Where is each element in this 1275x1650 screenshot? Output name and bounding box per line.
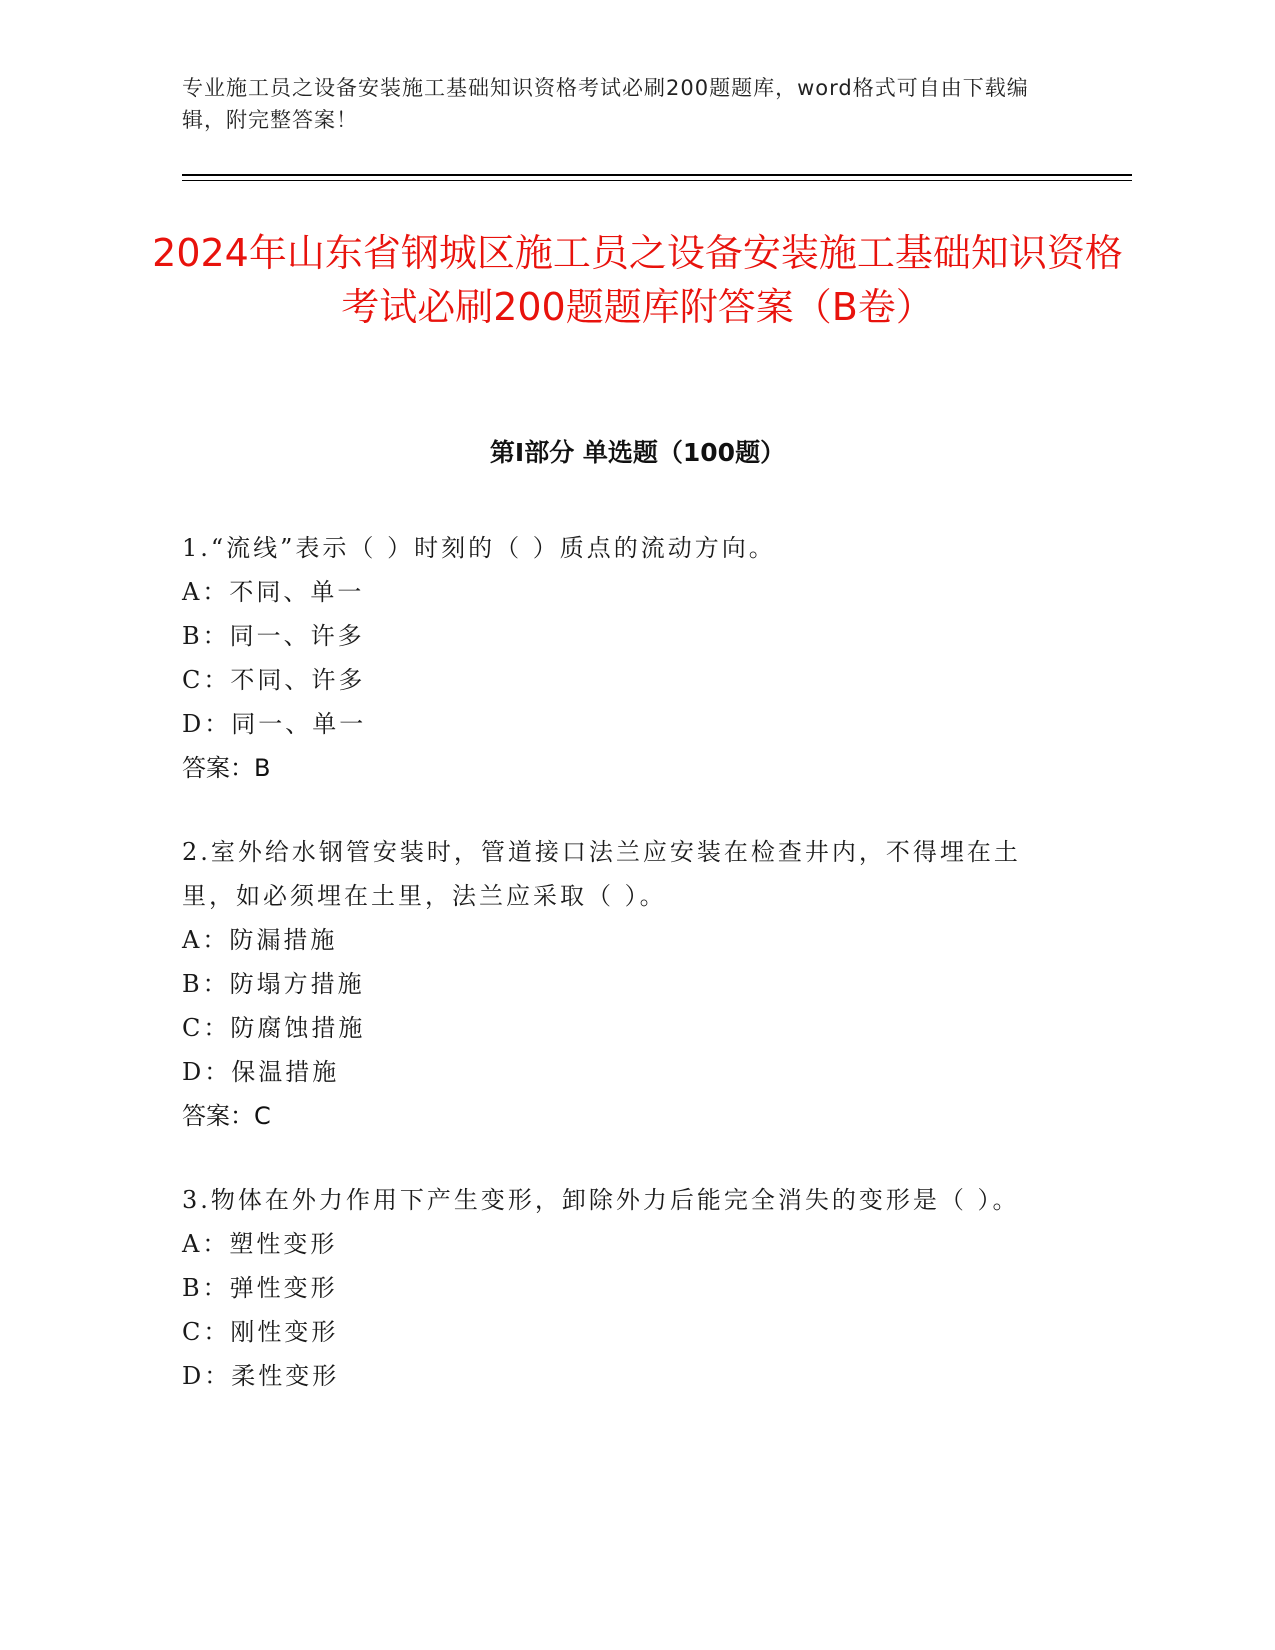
option-d: D：柔性变形: [182, 1362, 340, 1390]
document-title: 2024年山东省钢城区施工员之设备安装施工基础知识资格考试必刷200题题库附答案（B卷）: [152, 231, 1123, 329]
answer: 答案：C: [182, 1102, 271, 1130]
option-c: C：不同、许多: [182, 666, 366, 694]
answer: 答案：B: [182, 754, 271, 782]
question-2: [182, 830, 1062, 1138]
question-3: [182, 1178, 1062, 1398]
header-rule-thick: [182, 174, 1132, 176]
question-stem: 3.物体在外力作用下产生变形，卸除外力后能完全消失的变形是（ ）。: [182, 1186, 1020, 1214]
section-title: 第I部分 单选题（100题）: [489, 438, 786, 467]
header-note: 专业施工员之设备安装施工基础知识资格考试必刷200题题库，word格式可自由下载编辑，附完整答案！: [182, 76, 1029, 132]
option-a: A：塑性变形: [182, 1230, 338, 1258]
option-d: D：保温措施: [182, 1058, 340, 1086]
question-1: [182, 526, 1062, 790]
question-stem: 2.室外给水钢管安装时，管道接口法兰应安装在检查井内，不得埋在土里，如必须埋在土里，法兰应采取（ ）。: [182, 838, 1021, 910]
option-c: C：防腐蚀措施: [182, 1014, 366, 1042]
option-d: D：同一、单一: [182, 710, 367, 738]
option-b: B：同一、许多: [182, 622, 365, 650]
header-rule-thin: [182, 180, 1132, 181]
option-a: A：防漏措施: [182, 926, 338, 954]
option-b: B：防塌方措施: [182, 970, 365, 998]
option-b: B：弹性变形: [182, 1274, 338, 1302]
option-c: C：刚性变形: [182, 1318, 339, 1346]
question-stem: 1.“流线”表示（ ）时刻的（ ）质点的流动方向。: [182, 534, 776, 562]
option-a: A：不同、单一: [182, 578, 365, 606]
question-list: [182, 526, 1062, 1438]
